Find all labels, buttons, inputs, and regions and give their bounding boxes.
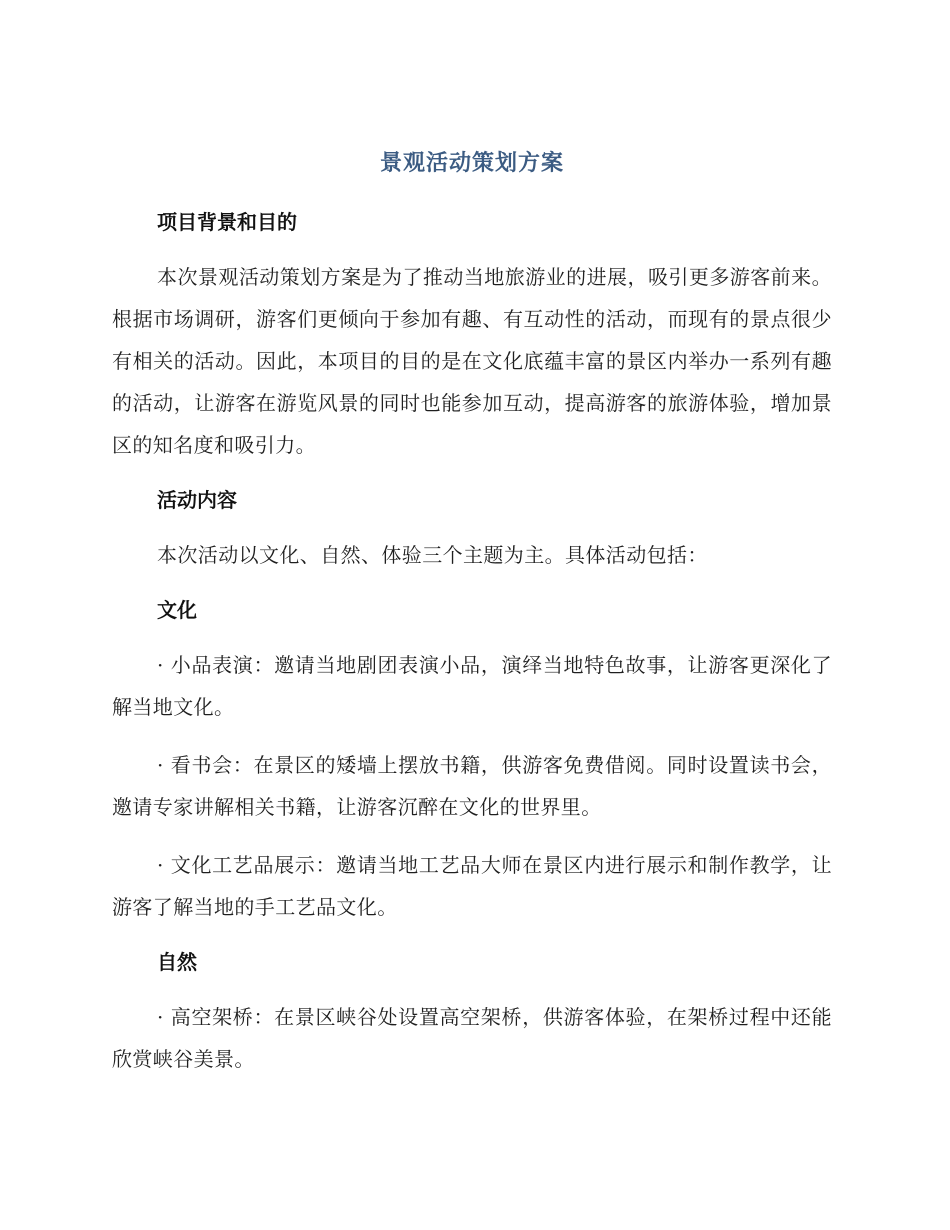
section-heading-nature: 自然 xyxy=(157,950,197,974)
section-heading-content: 活动内容 xyxy=(157,488,237,512)
spacer xyxy=(112,576,832,590)
list-item-high-bridge: · 高空架桥：在景区峡谷处设置高空架桥，供游客体验，在架桥过程中还能欣赏峡谷美景。 xyxy=(112,1005,832,1071)
section-heading-culture: 文化 xyxy=(157,598,197,622)
paragraph-content-intro: 本次活动以文化、自然、体验三个主题为主。具体活动包括： xyxy=(157,543,708,567)
list-item-crafts-exhibition: · 文化工艺品展示：邀请当地工艺品大师在景区内进行展示和制作教学，让游客了解当地的手工艺品文化。 xyxy=(112,853,832,919)
spacer xyxy=(112,630,832,644)
spacer xyxy=(112,242,832,256)
document-body xyxy=(112,140,832,1080)
spacer xyxy=(112,520,832,534)
section-heading-background: 项目背景和目的 xyxy=(157,210,297,234)
paragraph-background: 本次景观活动策划方案是为了推动当地旅游业的进展，吸引更多游客前来。根据市场调研，游客们更倾向于参加有趣、有互动性的活动，而现有的景点很少有相关的活动。因此，本项目的目的是在文化底蕴丰富的景区内举办一系列有趣的活动，让游客在游览风景的同时也能参加互动，提高游客的旅游体验，增加景区的知名度和吸引力。 xyxy=(112,265,832,457)
list-item-book-club: · 看书会：在景区的矮墙上摆放书籍，供游客免费借阅。同时设置读书会，邀请专家讲解相关书籍，让游客沉醉在文化的世界里。 xyxy=(112,753,832,819)
spacer xyxy=(112,928,832,942)
spacer xyxy=(112,728,832,744)
document-title: 景观活动策划方案 xyxy=(379,151,564,176)
spacer xyxy=(112,466,832,480)
spacer xyxy=(112,982,832,996)
spacer xyxy=(112,188,832,202)
spacer xyxy=(112,828,832,844)
list-item-skit-performance: · 小品表演：邀请当地剧团表演小品，演绎当地特色故事，让游客更深化了解当地文化。 xyxy=(112,653,832,719)
